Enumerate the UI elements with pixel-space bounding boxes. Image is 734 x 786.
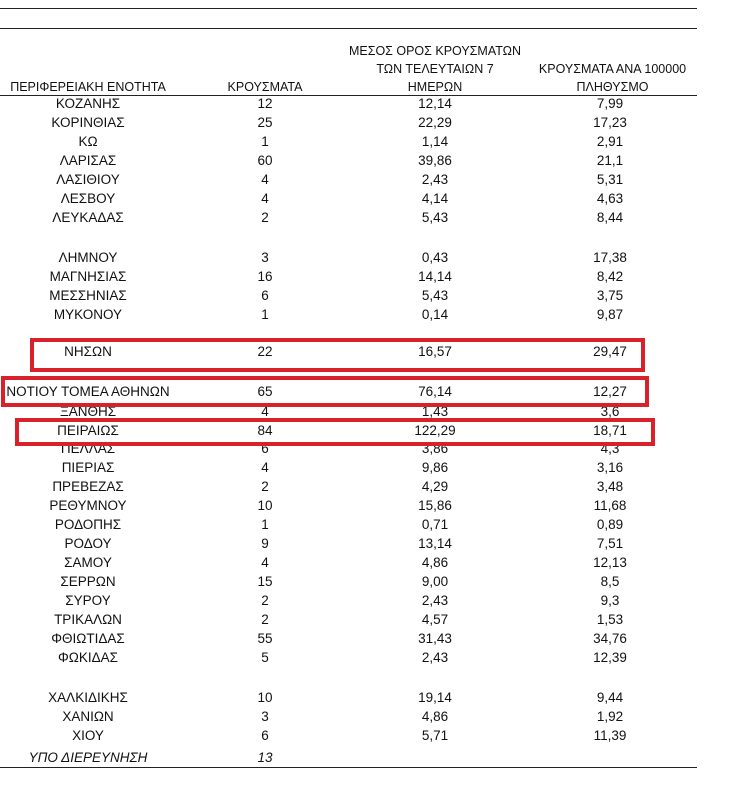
header-avg7-line3: ΗΜΕΡΩΝ <box>407 80 463 94</box>
table-row <box>0 288 700 307</box>
region-cell: ΠΡΕΒΕΖΑΣ <box>52 479 124 494</box>
cases-cell: 15 <box>257 574 273 589</box>
footer-cases: 13 <box>257 750 273 765</box>
per100k-cell: 18,71 <box>593 423 627 438</box>
per100k-cell: 21,1 <box>596 153 624 168</box>
cases-cell: 55 <box>257 631 273 646</box>
table-row <box>0 536 700 555</box>
cases-cell: 3 <box>261 709 269 724</box>
region-cell: ΣΕΡΡΩΝ <box>60 574 116 589</box>
cases-cell: 1 <box>261 134 269 149</box>
header-avg7-line2: ΤΩΝ ΤΕΛΕΥΤΑΙΩΝ 7 <box>376 62 494 76</box>
avg7-cell: 19,14 <box>418 690 452 705</box>
per100k-cell: 12,13 <box>593 555 627 570</box>
region-cell: ΤΡΙΚΑΛΩΝ <box>54 612 122 627</box>
region-cell: ΛΑΡΙΣΑΣ <box>59 153 117 168</box>
avg7-cell: 0,43 <box>421 250 449 265</box>
cases-cell: 6 <box>261 728 269 743</box>
header-per100k <box>525 60 700 96</box>
highlight-box-notiou-tomea <box>1 376 649 407</box>
region-cell: ΦΘΙΩΤΙΔΑΣ <box>51 631 125 646</box>
region-cell: ΚΩ <box>78 134 98 149</box>
cases-cell: 4 <box>261 172 269 187</box>
region-cell: ΡΟΔΟΥ <box>64 536 112 551</box>
table-row <box>0 269 700 288</box>
per100k-cell: 8,42 <box>596 269 624 284</box>
header-per100k-line1: ΚΡΟΥΣΜΑΤΑ ΑΝΑ 100000 <box>538 62 687 76</box>
cases-cell: 1 <box>261 307 269 322</box>
avg7-cell: 12,14 <box>418 96 452 111</box>
avg7-cell: 2,43 <box>421 172 449 187</box>
cases-cell: 10 <box>257 498 273 513</box>
per100k-cell: 3,6 <box>600 404 620 419</box>
per100k-cell: 29,47 <box>593 344 627 359</box>
region-cell: ΜΕΣΣΗΝΙΑΣ <box>49 288 127 303</box>
table-row <box>0 96 700 115</box>
cases-cell: 25 <box>257 115 273 130</box>
cases-cell: 2 <box>261 479 269 494</box>
per100k-cell: 9,3 <box>600 593 620 608</box>
per100k-cell: 17,38 <box>593 250 627 265</box>
avg7-cell: 4,57 <box>421 612 449 627</box>
header-cases: ΚΡΟΥΣΜΑΤΑ <box>227 80 303 94</box>
per100k-cell: 11,39 <box>593 728 627 743</box>
per100k-cell: 3,16 <box>596 460 624 475</box>
cases-cell: 5 <box>261 650 269 665</box>
avg7-cell: 2,43 <box>421 593 449 608</box>
table-row <box>0 134 700 153</box>
region-cell: ΚΟΡΙΝΘΙΑΣ <box>51 115 125 130</box>
per100k-cell: 17,23 <box>593 115 627 130</box>
per100k-cell: 4,63 <box>596 191 624 206</box>
per100k-cell: 34,76 <box>593 631 627 646</box>
table-bottom-rule <box>0 767 697 768</box>
table-row <box>0 517 700 536</box>
table-row <box>0 115 700 134</box>
avg7-cell: 0,71 <box>421 517 449 532</box>
region-cell: ΦΩΚΙΔΑΣ <box>58 650 118 665</box>
table-row <box>0 650 700 669</box>
table-row <box>0 172 700 191</box>
table-row <box>0 250 700 269</box>
header-avg7-line1: ΜΕΣΟΣ ΟΡΟΣ ΚΡΟΥΣΜΑΤΩΝ <box>348 44 522 58</box>
avg7-cell: 2,43 <box>421 650 449 665</box>
region-cell: ΠΕΙΡΑΙΩΣ <box>57 423 119 438</box>
region-cell: ΝΗΣΩΝ <box>64 344 112 359</box>
cases-cell: 16 <box>257 269 273 284</box>
table-row <box>0 593 700 612</box>
cases-cell: 4 <box>261 555 269 570</box>
cases-cell: 2 <box>261 612 269 627</box>
region-cell: ΧΑΝΙΩΝ <box>62 709 114 724</box>
avg7-cell: 16,57 <box>418 344 452 359</box>
region-cell: ΡΕΘΥΜΝΟΥ <box>49 498 127 513</box>
top-rule <box>0 8 697 9</box>
per100k-cell: 3,75 <box>596 288 624 303</box>
per100k-cell: 8,5 <box>600 574 620 589</box>
per100k-cell: 1,92 <box>596 709 624 724</box>
cases-cell: 6 <box>261 441 269 456</box>
region-cell: ΡΟΔΟΠΗΣ <box>54 517 122 532</box>
table-row <box>0 631 700 650</box>
header-region: ΠΕΡΙΦΕΡΕΙΑΚΗ ΕΝΟΤΗΤΑ <box>10 80 166 94</box>
table-row <box>0 191 700 210</box>
region-cell: ΧΙΟΥ <box>72 728 104 743</box>
region-cell: ΞΑΝΘΗΣ <box>59 404 117 419</box>
avg7-cell: 4,29 <box>421 479 449 494</box>
header-per100k-line2: ΠΛΗΘΥΣΜΟ <box>576 80 649 94</box>
highlight-box-peiraios <box>15 418 655 446</box>
region-cell: ΛΕΥΚΑΔΑΣ <box>52 210 124 225</box>
per100k-cell: 5,31 <box>596 172 624 187</box>
avg7-cell: 9,00 <box>421 574 449 589</box>
region-cell: ΣΑΜΟΥ <box>64 555 112 570</box>
cases-cell: 4 <box>261 404 269 419</box>
table-row <box>0 498 700 517</box>
table-row <box>0 690 700 709</box>
avg7-cell: 4,14 <box>421 191 449 206</box>
table-row <box>0 479 700 498</box>
region-cell: ΛΗΜΝΟΥ <box>58 250 118 265</box>
avg7-cell: 15,86 <box>418 498 452 513</box>
footer-label: ΥΠΟ ΔΙΕΡΕΥΝΗΣΗ <box>28 750 148 765</box>
table-row <box>0 307 700 326</box>
per100k-cell: 3,48 <box>596 479 624 494</box>
table-row <box>0 460 700 479</box>
avg7-cell: 5,71 <box>421 728 449 743</box>
table-row <box>0 210 700 229</box>
table-row <box>0 728 700 747</box>
per100k-cell: 0,89 <box>596 517 624 532</box>
avg7-cell: 13,14 <box>418 536 452 551</box>
per100k-cell: 4,3 <box>600 441 620 456</box>
region-cell: ΠΙΕΡΙΑΣ <box>61 460 115 475</box>
avg7-cell: 0,14 <box>421 307 449 322</box>
region-cell: ΛΕΣΒΟΥ <box>60 191 116 206</box>
table-row <box>0 574 700 593</box>
avg7-cell: 1,43 <box>421 404 449 419</box>
cases-cell: 84 <box>257 423 273 438</box>
avg7-cell: 22,29 <box>418 115 452 130</box>
per100k-cell: 9,44 <box>596 690 624 705</box>
avg7-cell: 14,14 <box>418 269 452 284</box>
avg7-cell: 9,86 <box>421 460 449 475</box>
avg7-cell: 31,43 <box>418 631 452 646</box>
cases-cell: 60 <box>257 153 273 168</box>
cases-cell: 4 <box>261 460 269 475</box>
avg7-cell: 1,14 <box>421 134 449 149</box>
per100k-cell: 11,68 <box>593 498 627 513</box>
region-cell: ΠΕΛΛΑΣ <box>60 441 116 456</box>
header-avg7 <box>340 42 530 96</box>
cases-cell: 6 <box>261 288 269 303</box>
per100k-cell: 12,39 <box>593 650 627 665</box>
avg7-cell: 4,86 <box>421 709 449 724</box>
table-row <box>0 153 700 172</box>
avg7-cell: 3,86 <box>421 441 449 456</box>
avg7-cell: 5,43 <box>421 288 449 303</box>
cases-cell: 1 <box>261 517 269 532</box>
per100k-cell: 2,91 <box>596 134 624 149</box>
region-cell: ΧΑΛΚΙΔΙΚΗΣ <box>48 690 128 705</box>
cases-cell: 4 <box>261 191 269 206</box>
highlight-box-nison <box>30 338 645 372</box>
region-cell: ΝΟΤΙΟΥ ΤΟΜΕΑ ΑΘΗΝΩΝ <box>6 384 170 399</box>
avg7-cell: 39,86 <box>418 153 452 168</box>
cases-cell: 12 <box>257 96 273 111</box>
cases-cell: 22 <box>257 344 273 359</box>
region-cell: ΣΥΡΟΥ <box>65 593 111 608</box>
avg7-cell: 4,86 <box>421 555 449 570</box>
cases-cell: 3 <box>261 250 269 265</box>
table-row <box>0 709 700 728</box>
region-cell: ΛΑΣΙΘΙΟΥ <box>56 172 120 187</box>
per100k-cell: 9,87 <box>596 307 624 322</box>
per100k-cell: 7,51 <box>596 536 624 551</box>
header-top-rule <box>0 28 697 29</box>
avg7-cell: 76,14 <box>418 384 452 399</box>
cases-cell: 2 <box>261 210 269 225</box>
table-row <box>0 612 700 631</box>
avg7-cell: 5,43 <box>421 210 449 225</box>
cases-cell: 2 <box>261 593 269 608</box>
per100k-cell: 1,53 <box>596 612 624 627</box>
avg7-cell: 122,29 <box>414 423 456 438</box>
cases-cell: 9 <box>261 536 269 551</box>
table-row <box>0 555 700 574</box>
region-cell: ΜΥΚΟΝΟΥ <box>53 307 123 322</box>
per100k-cell: 8,44 <box>596 210 624 225</box>
region-cell: ΚΟΖΑΝΗΣ <box>55 96 121 111</box>
cases-cell: 10 <box>257 690 273 705</box>
cases-cell: 65 <box>257 384 273 399</box>
region-cell: ΜΑΓΝΗΣΙΑΣ <box>49 269 127 284</box>
per100k-cell: 12,27 <box>593 384 627 399</box>
per100k-cell: 7,99 <box>596 96 624 111</box>
